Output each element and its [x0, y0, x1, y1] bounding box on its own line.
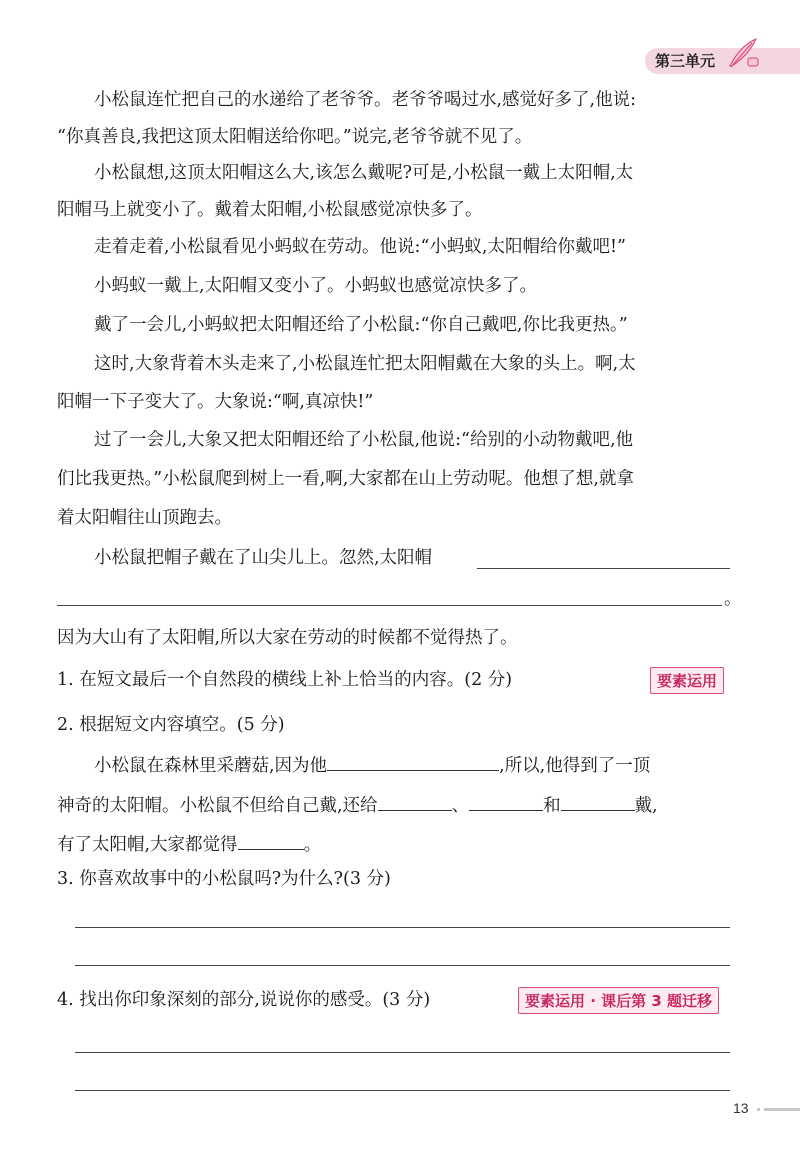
- story-paragraph-1-line-1: 小松鼠连忙把自己的水递给了老爷爷。老爷爷喝过水,感觉好多了,他说:: [94, 90, 637, 110]
- question-2-text: 和: [543, 796, 561, 816]
- story-paragraph-6-line-1: 这时,大象背着木头走来了,小松鼠连忙把太阳帽戴在大象的头上。啊,太: [94, 354, 636, 374]
- question-2: 2. 根据短文内容填空。(5 分): [57, 715, 285, 735]
- question-3: 3. 你喜欢故事中的小松鼠吗?为什么?(3 分): [57, 869, 391, 889]
- unit-title: 第三单元: [655, 52, 716, 70]
- answer-blank-line[interactable]: [57, 605, 722, 606]
- question-2-text: 有了太阳帽,大家都觉得: [57, 835, 238, 855]
- question-2-line-2: [57, 792, 737, 816]
- fill-blank[interactable]: [327, 752, 499, 771]
- story-paragraph-7-line-1: 过了一会儿,大象又把太阳帽还给了小松鼠,他说:“给别的小动物戴吧,他: [94, 430, 634, 450]
- feather-pen-icon: [726, 36, 762, 70]
- story-paragraph-5: 戴了一会儿,小蚂蚁把太阳帽还给了小松鼠:“你自己戴吧,你比我更热。”: [94, 315, 628, 335]
- story-paragraph-2-line-2: 阳帽马上就变小了。戴着太阳帽,小松鼠感觉凉快多了。: [57, 200, 483, 220]
- story-paragraph-9: 因为大山有了太阳帽,所以大家在劳动的时候都不觉得热了。: [57, 628, 518, 648]
- paragraph-end-mark: 。: [724, 589, 742, 609]
- answer-line[interactable]: [75, 927, 730, 928]
- fill-blank[interactable]: [238, 831, 304, 850]
- skill-tag: 要素运用 · 课后第 3 题迁移: [518, 987, 719, 1014]
- question-2-line-3: [57, 831, 737, 855]
- question-2-text: 神奇的太阳帽。小松鼠不但给自己戴,还给: [57, 796, 378, 816]
- fill-blank[interactable]: [469, 792, 543, 811]
- answer-blank-line[interactable]: [477, 568, 730, 569]
- story-paragraph-7-line-3: 着太阳帽往山顶跑去。: [57, 508, 232, 528]
- question-2-text: 、: [451, 796, 470, 816]
- answer-line[interactable]: [75, 1052, 730, 1053]
- question-2-text: 戴,: [634, 796, 658, 816]
- story-paragraph-4: 小蚂蚁一戴上,太阳帽又变小了。小蚂蚁也感觉凉快多了。: [94, 276, 538, 296]
- story-paragraph-2-line-1: 小松鼠想,这顶太阳帽这么大,该怎么戴呢?可是,小松鼠一戴上太阳帽,太: [94, 163, 634, 183]
- story-paragraph-8-line-1: 小松鼠把帽子戴在了山尖儿上。忽然,太阳帽: [94, 548, 433, 568]
- story-paragraph-3: 走着走着,小松鼠看见小蚂蚁在劳动。他说:“小蚂蚁,太阳帽给你戴吧!”: [94, 237, 626, 257]
- answer-line[interactable]: [75, 1090, 730, 1091]
- skill-tag: 要素运用: [650, 667, 724, 694]
- answer-line[interactable]: [75, 965, 730, 966]
- question-2-text: 。: [303, 835, 322, 855]
- story-paragraph-6-line-2: 阳帽一下子变大了。大象说:“啊,真凉快!”: [57, 392, 374, 412]
- question-2-text: 小松鼠在森林里采蘑菇,因为他: [94, 756, 328, 776]
- story-paragraph-7-line-2: 们比我更热。”小松鼠爬到树上一看,啊,大家都在山上劳动呢。他想了想,就拿: [57, 469, 634, 489]
- story-paragraph-1-line-2: “你真善良,我把这顶太阳帽送给你吧。”说完,老爷爷就不见了。: [57, 127, 533, 147]
- question-2-text: ,所以,他得到了一顶: [499, 756, 651, 776]
- fill-blank[interactable]: [561, 792, 635, 811]
- page-number: 13: [733, 1100, 749, 1116]
- footer-bar: [764, 1108, 800, 1111]
- question-4: 4. 找出你印象深刻的部分,说说你的感受。(3 分): [57, 990, 431, 1010]
- fill-blank[interactable]: [378, 792, 452, 811]
- question-2-line-1: [94, 752, 734, 776]
- footer-dot: [757, 1108, 760, 1111]
- question-1: 1. 在短文最后一个自然段的横线上补上恰当的内容。(2 分): [57, 670, 513, 690]
